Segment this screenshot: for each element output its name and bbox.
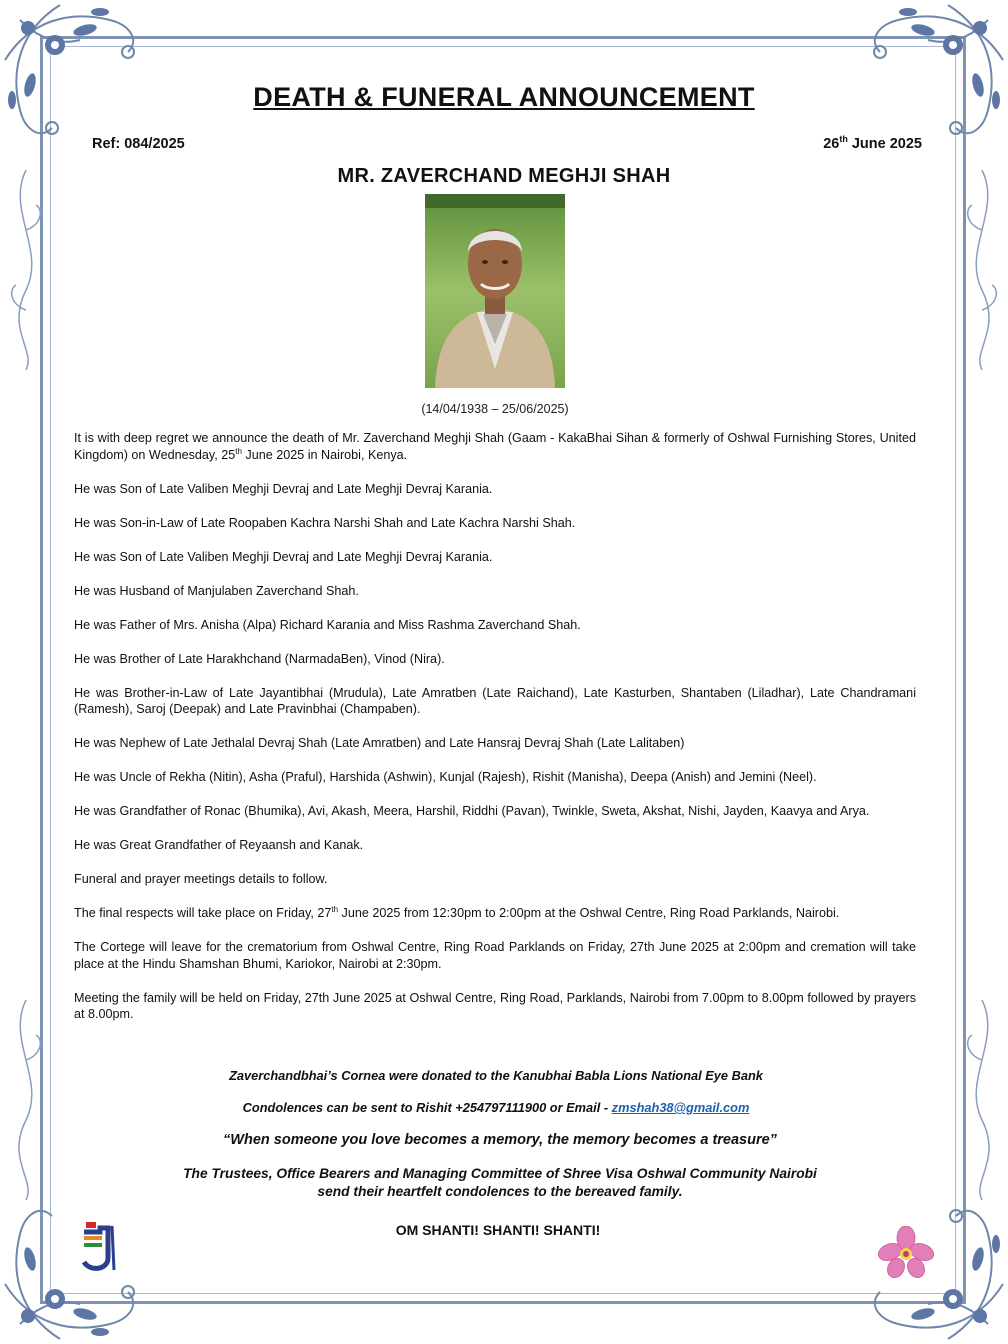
deceased-name: MR. ZAVERCHAND MEGHJI SHAH (337, 165, 671, 187)
portrait-photo (425, 194, 565, 388)
email-link[interactable]: zmshah38@gmail.com (611, 1100, 750, 1115)
memorial-quote: “When someone you love becomes a memory, the memory becomes a treasure” (223, 1132, 777, 1148)
paragraph-father: He was Father of Mrs. Anisha (Alpa) Richard Karania and Miss Rashma Zaverchand Shah. (74, 617, 581, 632)
announcement-body (74, 430, 916, 1040)
cornea-donation-note: Zaverchandbhai’s Cornea were donated to the Kanubhai Babla Lions National Eye Bank (229, 1068, 763, 1083)
paragraph-death: It is with deep regret we announce the death of Mr. Zaverchand Meghji Shah (Gaam - KakaBhai Sihan & formerly of Oshwal Furnishing Stores, United Kingdom) on Wednesday, 25th June 2025 in Nairobi, Kenya. (74, 431, 916, 462)
paragraph-son-repeat: He was Son of Late Valiben Meghji Devraj and Late Meghji Devraj Karania. (74, 549, 493, 564)
paragraph-son-in-law: He was Son-in-Law of Late Roopaben Kachra Narshi Shah and Late Kachra Narshi Shah. (74, 515, 576, 530)
paragraph-uncle: He was Uncle of Rekha (Nitin), Asha (Praful), Harshida (Ashwin), Kunjal (Rajesh), Rishit (Manisha), Deepa (Anish) and Jemini (Neel). (74, 770, 817, 784)
condolences-line: Condolences can be sent to Rishit +254797111900 or Email - zmshah38@gmail.com (242, 1100, 750, 1115)
reference-number: Ref: 084/2025 (92, 136, 185, 152)
paragraph-grandfather: He was Grandfather of Ronac (Bhumika), Avi, Akash, Meera, Harshil, Riddhi (Pavan), Twinkle, Sweta, Akshat, Nishi, Jayden, Kaavya and Arya. (74, 804, 870, 818)
floral-corner-top-left (0, 0, 150, 150)
trustees-condolence: The Trustees, Office Bearers and Managing Committee of Shree Visa Oshwal Community Nairobi send their heartfelt condolences to the bereaved family. (183, 1166, 817, 1199)
paragraph-family-meeting: Meeting the family will be held on Friday, 27th June 2025 at Oshwal Centre, Ring Road, Parklands, Nairobi from 7.00pm to 8.00pm followed by prayers at 8.00pm. (74, 990, 916, 1021)
paragraph-nephew: He was Nephew of Late Jethalal Devraj Shah (Late Amratben) and Late Hansraj Devraj Shah (Late Lalitaben) (74, 736, 685, 750)
paragraph-cortege: The Cortege will leave for the crematorium from Oshwal Centre, Ring Road Parklands on Friday, 27th June 2025 at 2:00pm and cremation will take place at the Hindu Shamshan Bhumi, Kariokor, Nairobi at 2:30pm. (74, 940, 916, 971)
paragraph-son: He was Son of Late Valiben Meghji Devraj and Late Meghji Devraj Karania. (74, 481, 493, 496)
floral-corner-top-right (858, 0, 1008, 150)
paragraph-final-respects: The final respects will take place on Friday, 27th June 2025 from 12:30pm to 2:00pm at the Oshwal Centre, Ring Road Parklands, Nairobi. (74, 904, 840, 920)
paragraph-great-grandfather: He was Great Grandfather of Reyaansh and Kanak. (74, 838, 364, 852)
orchid-flower-icon (878, 1226, 934, 1280)
life-dates: (14/04/1938 – 25/06/2025) (421, 402, 569, 416)
paragraph-funeral-details: Funeral and prayer meetings details to follow. (74, 872, 328, 886)
paragraph-husband: He was Husband of Manjulaben Zaverchand Shah. (74, 583, 359, 598)
floral-corner-bottom-left (0, 1194, 150, 1344)
closing-prayer: OM SHANTI! SHANTI! SHANTI! (395, 1222, 601, 1238)
announcement-date: 26th June 2025 (823, 134, 922, 152)
paragraph-brother: He was Brother of Late Harakhchand (NarmadaBen), Vinod (Nira). (74, 651, 445, 666)
announcement-title: DEATH & FUNERAL ANNOUNCEMENT (253, 82, 755, 112)
vine-ornament-right-top (962, 170, 1002, 370)
community-logo-icon (80, 1218, 120, 1274)
paragraph-brother-in-law: He was Brother-in-Law of Late Jayantibhai (Mrudula), Late Amratben (Late Raichand), Late Kasturben, Shantaben (Liladhar), Late Chandramani (Ramesh), Saroj (Deepak) and Late Pravinbhai (Champaben). (74, 685, 916, 716)
vine-ornament-left-top (6, 170, 46, 370)
